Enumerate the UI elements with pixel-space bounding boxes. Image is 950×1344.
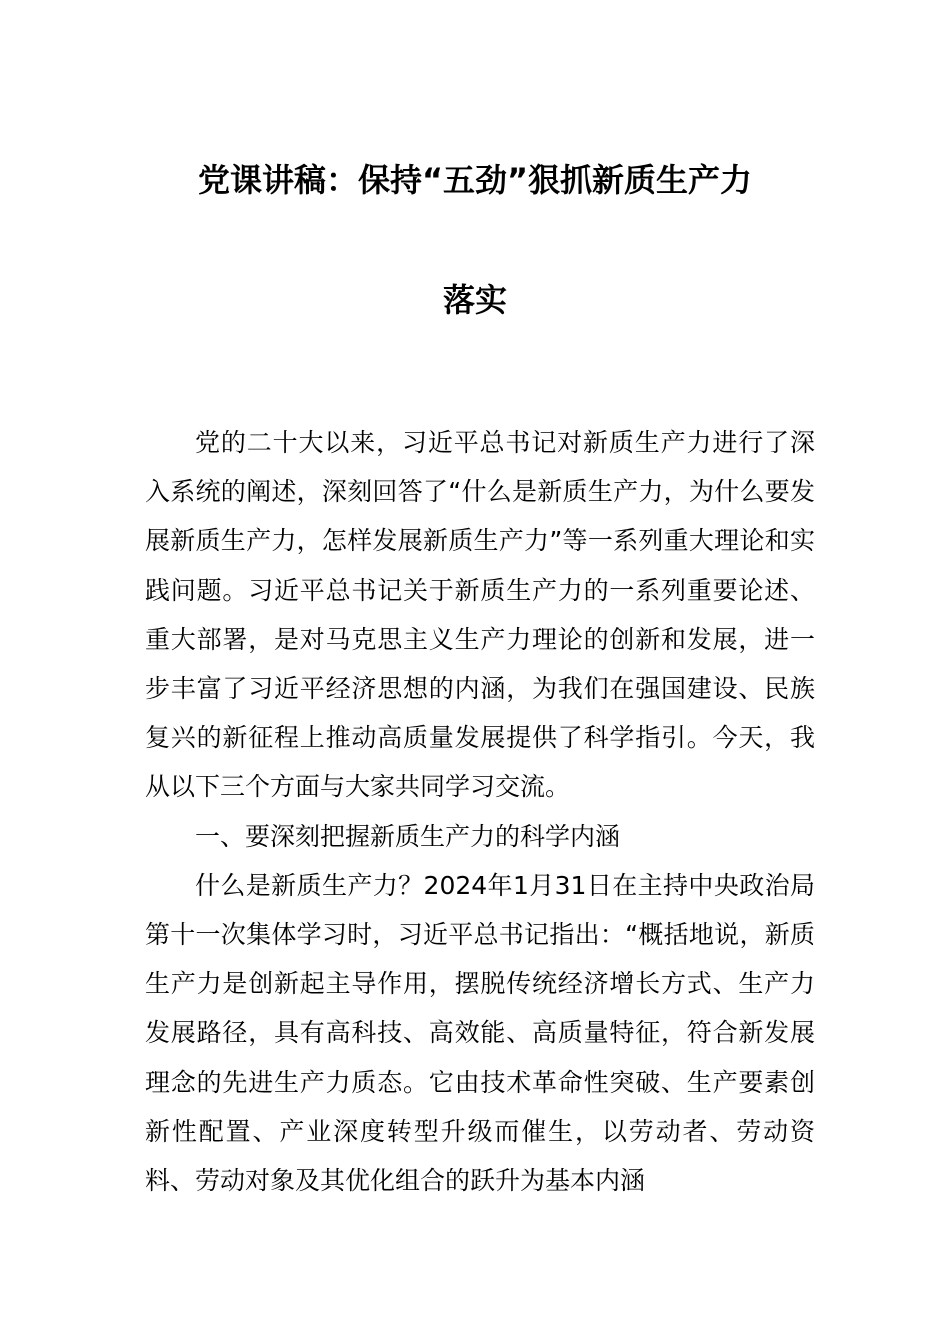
paragraph-definition: 什么是新质生产力？2024年1月31日在主持中央政治局第十一次集体学习时，习近平总书记指出：“概括地说，新质生产力是创新起主导作用，摆脱传统经济增长方式、生产力发展路径，具有高科技、高效能、高质量特征，符合新发展理念的先进生产力质态。它由技术革命性突破、生产要素创新性配置、产业深度转型升级而催生，以劳动者、劳动资料、劳动对象及其优化组合的跃升为基本内涵 — [145, 870, 815, 1196]
document-title-line-2: 落实 — [442, 281, 507, 319]
document-title-line-1: 党课讲稿：保持“五劲”狠抓新质生产力 — [197, 161, 753, 199]
document-body — [145, 418, 815, 1205]
section-heading-1: 一、要深刻把握新质生产力的科学内涵 — [195, 821, 621, 851]
paragraph-intro: 党的二十大以来，习近平总书记对新质生产力进行了深入系统的阐述，深刻回答了“什么是新质生产力，为什么要发展新质生产力，怎样发展新质生产力”等一系列重大理论和实践问题。习近平总书记关于新质生产力的一系列重要论述、重大部署，是对马克思主义生产力理论的创新和发展，进一步丰富了习近平经济思想的内涵，为我们在强国建设、民族复兴的新征程上推动高质量发展提供了科学指引。今天，我从以下三个方面与大家共同学习交流。 — [145, 428, 815, 802]
